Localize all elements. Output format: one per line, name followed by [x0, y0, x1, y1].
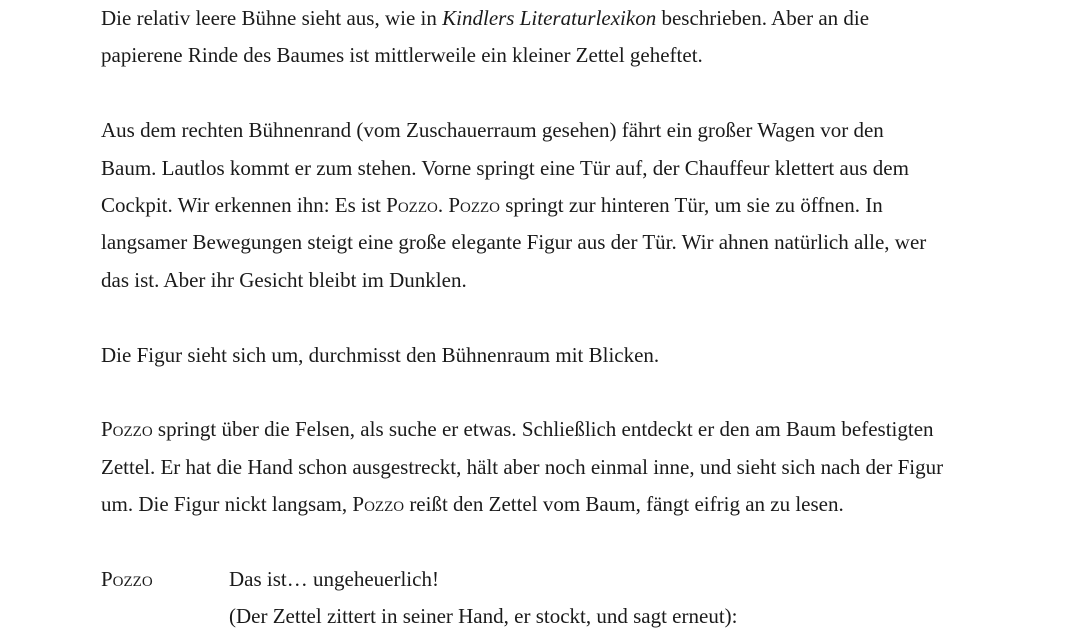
paragraph-gap — [101, 299, 1001, 336]
text-line — [101, 449, 1001, 486]
dialogue-lines — [229, 561, 1001, 636]
text-run: Aus dem rechten Bühnenrand (vom Zuschauerraum gesehen) fährt ein großer Wagen vor den — [101, 118, 884, 143]
dialogue-line: Das ist… ungeheuerlich! — [229, 567, 439, 592]
text-line — [101, 411, 1001, 448]
text-run: langsamer Bewegungen steigt eine große elegante Figur aus der Tür. Wir ahnen natürlich alle, wer — [101, 230, 927, 255]
character-name: Pozzo — [386, 193, 438, 218]
text-line — [101, 112, 1001, 149]
text-run: papierene Rinde des Baumes ist mittlerweile ein kleiner Zettel geheftet. — [101, 43, 703, 68]
text-line — [101, 0, 1001, 37]
text-run: springt zur hinteren Tür, um sie zu öffnen. In — [499, 193, 883, 218]
text-line — [101, 187, 1001, 224]
text-run: reißt den Zettel vom Baum, fängt eifrig an zu lesen. — [404, 492, 844, 517]
speaker-name: Pozzo — [101, 567, 153, 592]
dialogue-block — [101, 561, 1001, 636]
text-run: das ist. Aber ihr Gesicht bleibt im Dunklen. — [101, 267, 467, 292]
character-name: Pozzo — [101, 417, 153, 442]
paragraph-gap — [101, 75, 1001, 112]
text-line — [101, 37, 1001, 74]
document-page — [101, 0, 1001, 636]
text-line — [101, 337, 1001, 374]
text-run: Die Figur sieht sich um, durchmisst den Bühnenraum mit Blicken. — [101, 342, 660, 367]
paragraph-stage-description — [101, 0, 1001, 75]
text-run: Cockpit. Wir erkennen ihn: Es ist — [101, 193, 387, 218]
text-line — [101, 486, 1001, 523]
text-run: Zettel. Er hat die Hand schon ausgestreckt, hält aber noch einmal inne, und sieht sich nach der Figur — [101, 454, 944, 479]
text-run: beschrieben. Aber an die — [656, 6, 870, 30]
character-name: Pozzo — [352, 492, 405, 517]
paragraph-figure-looks — [101, 337, 1001, 374]
book-title: Kindlers Literaturlexikon — [442, 6, 657, 30]
paragraph-gap — [101, 374, 1001, 411]
text-run: um. Die Figur nickt langsam, — [101, 492, 353, 517]
text-line — [101, 150, 1001, 187]
text-line — [101, 262, 1001, 299]
text-run: Baum. Lautlos kommt er zum stehen. Vorne springt eine Tür auf, der Chauffeur klettert aus dem — [101, 155, 909, 180]
paragraph-pozzo-note — [101, 411, 1001, 523]
paragraph-gap — [101, 524, 1001, 561]
stage-direction: (Der Zettel zittert in seiner Hand, er stockt, und sagt erneut): — [229, 604, 738, 629]
text-run: Die relativ leere Bühne sieht aus, wie in — [101, 6, 443, 30]
text-line — [101, 224, 1001, 261]
paragraph-car-arrival — [101, 112, 1001, 299]
character-name: Pozzo — [448, 193, 500, 218]
text-run: . — [437, 193, 449, 218]
text-run: springt über die Felsen, als suche er etwas. Schließlich entdeckt er den am Baum befestigten — [152, 417, 934, 442]
